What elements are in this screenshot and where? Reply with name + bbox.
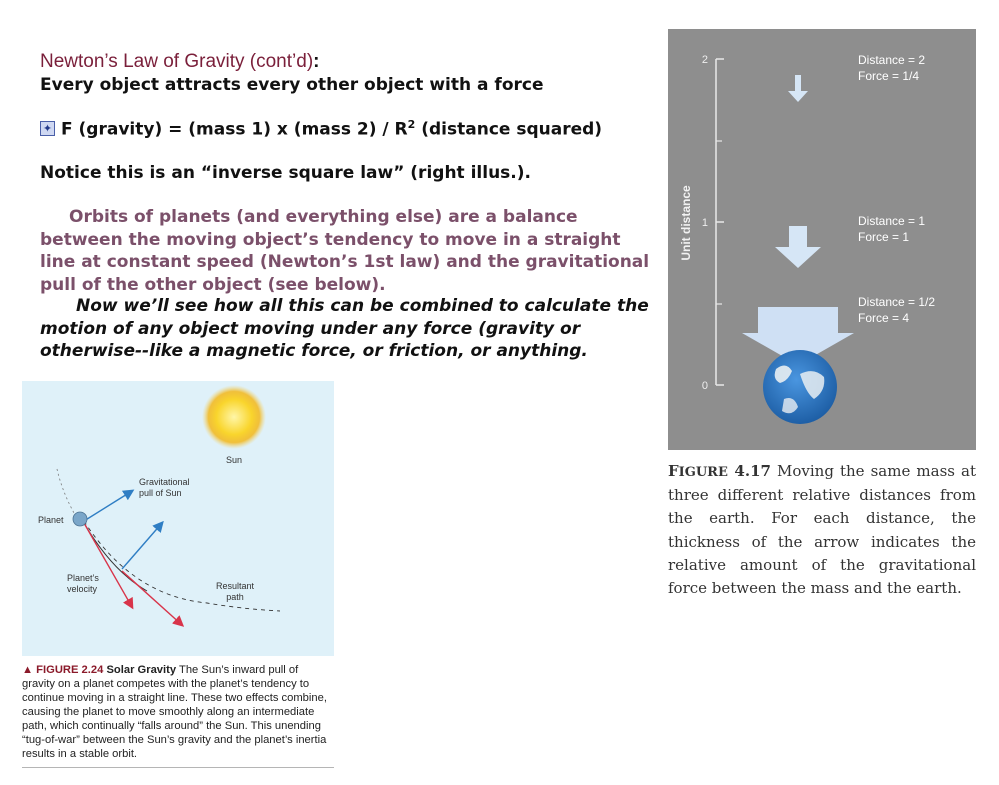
gravity-formula: ✦ F (gravity) = (mass 1) x (mass $2) / R^2$ (distance squared) <box>40 118 602 140</box>
tick-label-0: 0 <box>701 380 708 392</box>
resultant-label-1: Resultant <box>215 581 255 591</box>
tick-label-1: 1 <box>701 217 708 229</box>
orbits-paragraph: Orbits of planets (and everything else) are a balance between the moving object’s tendency to move in a straight line at constant speed (Newton’s 1st law) and the gravitational pull of the other object (see below). <box>40 207 650 295</box>
gravitational-label-1: Gravitational <box>139 477 190 487</box>
gravity-arrow-2 <box>122 523 162 569</box>
sun-label: Sun <box>225 455 243 465</box>
distance-1-label: Distance = 1 <box>858 214 926 228</box>
axis-label: Unit distance <box>679 185 693 261</box>
gravitational-label-2: pull of Sun <box>139 488 182 498</box>
distance-force-diagram <box>668 29 976 450</box>
velocity-arrow-2 <box>122 571 182 625</box>
resultant-path <box>84 521 280 611</box>
figure-2-24-caption: ▲ FIGURE 2.24 Solar Gravity The Sun’s inward pull of gravity on a planet competes with the planet’s tendency to continue moving in a straight line. These two effects combine, causing the planet to move smoothly along an intermediate path, which continually “falls around” the Sun. This unending “tug-of-war” between the Sun’s gravity and the planet’s inertia results in a stable orbit. <box>22 664 327 760</box>
force-1-4-label: Force = 1/4 <box>858 69 920 83</box>
earth-icon <box>763 350 837 424</box>
figure-4-17-caption: FIGURE 4.17 Moving the same mass at three different relative distances from the earth. For each distance, the thickness of the arrow indicates the relative amount of the gravitational force between the mass and the earth. <box>668 462 976 598</box>
slide-title: Newton’s Law of Gravity (cont’d): <box>40 51 320 72</box>
solar-gravity-diagram <box>22 381 334 656</box>
planet-icon <box>73 512 87 526</box>
caption-divider <box>22 767 334 768</box>
resultant-label-2: path <box>226 592 244 602</box>
planet-label: Planet <box>38 515 64 525</box>
arrow-distance-2 <box>788 75 808 102</box>
bullet-icon: ✦ <box>40 121 55 136</box>
distance-2-label: Distance = 2 <box>858 53 926 67</box>
gravity-arrow <box>84 491 132 521</box>
velocity-label-2: velocity <box>67 584 98 594</box>
force-4-label: Force = 4 <box>858 311 910 325</box>
velocity-label-1: Planet’s <box>67 573 99 583</box>
arrow-distance-1 <box>775 226 821 268</box>
force-1-label: Force = 1 <box>858 230 910 244</box>
distance-diagram-svg <box>668 29 976 450</box>
inverse-square-note: Notice this is an “inverse square law” (right illus.). <box>40 163 531 183</box>
orbit-dash-upper <box>57 469 74 513</box>
distance-half-label: Distance = 1/2 <box>858 295 936 309</box>
tick-label-2: 2 <box>701 54 708 66</box>
solar-diagram-svg <box>22 381 334 656</box>
sun-icon <box>202 385 266 449</box>
attraction-statement: Every object attracts every other object with a force <box>40 75 544 95</box>
motion-paragraph: Now we’ll see how all this can be combined to calculate the motion of any object moving under any force (gravity or otherwise--like a magnetic force, or friction, or anything. <box>40 296 649 361</box>
